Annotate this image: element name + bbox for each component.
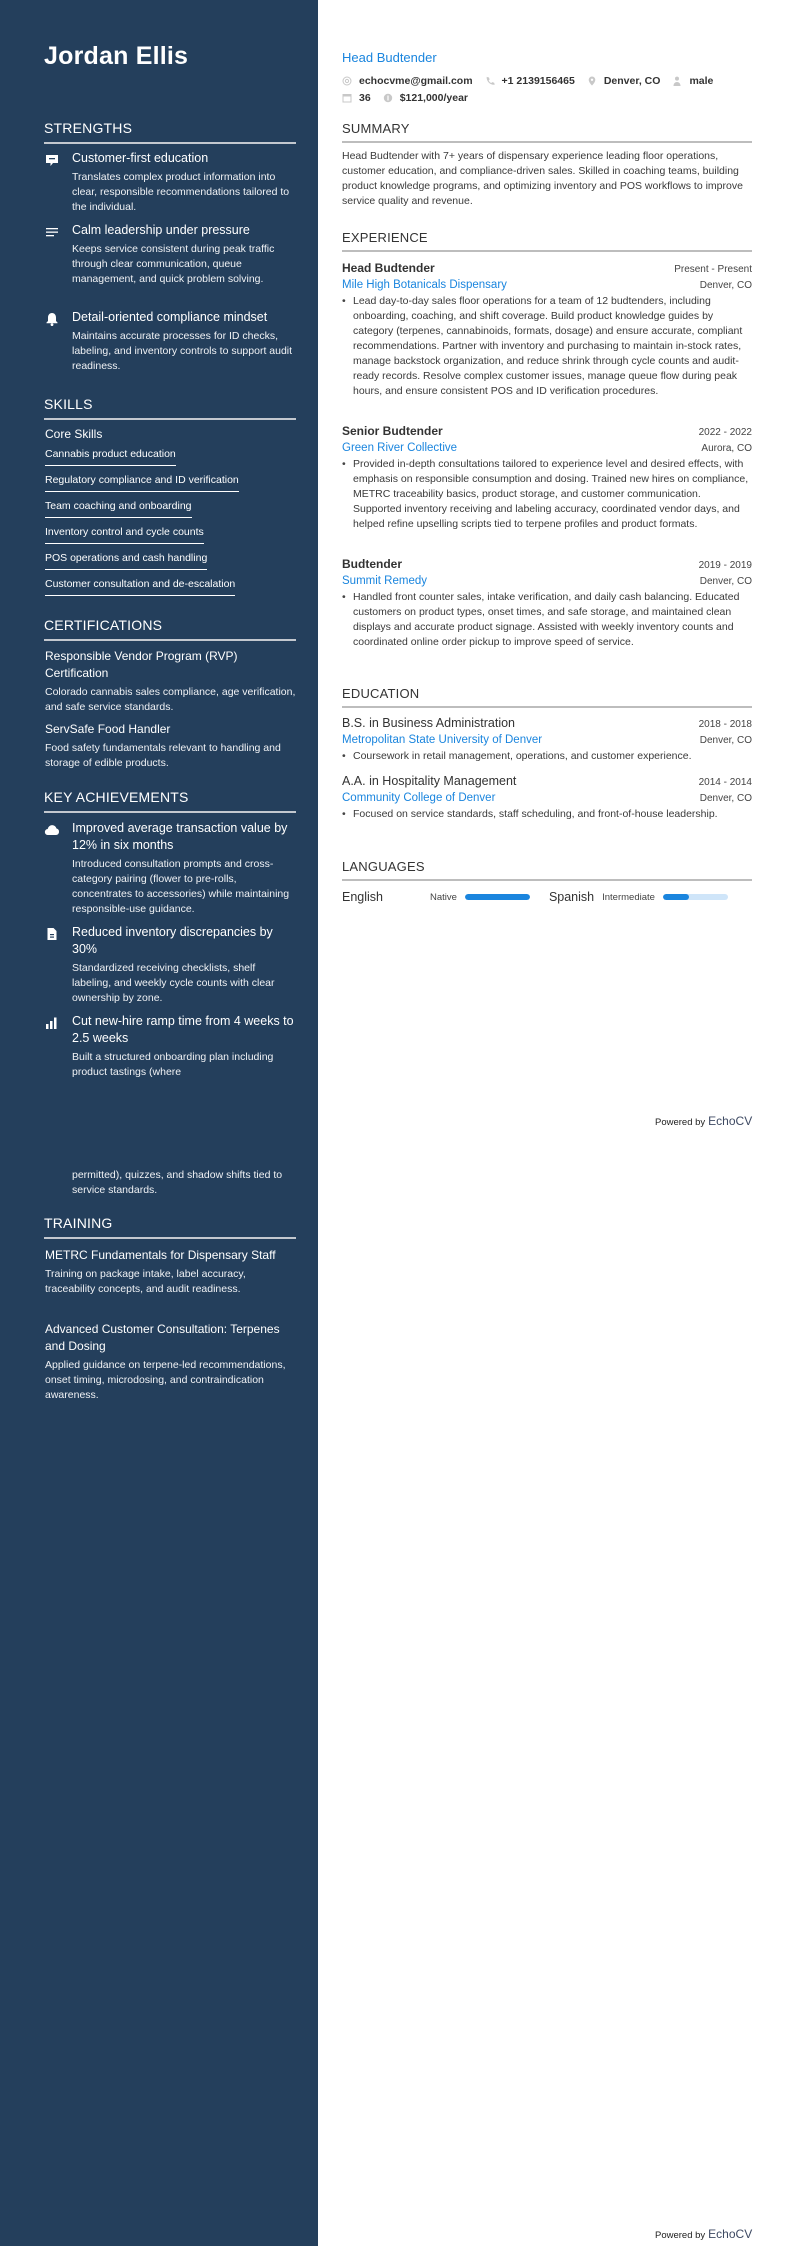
strength-title: Detail-oriented compliance mindset	[72, 310, 268, 324]
education-school: Community College of Denver	[342, 792, 496, 804]
phone-text: +1 2139156465	[501, 74, 575, 87]
training-desc: Training on package intake, label accuracy, traceability concepts, and audit readiness.	[45, 1268, 246, 1295]
achievement-item	[44, 924, 296, 1006]
experience-title: Budtender	[342, 557, 402, 571]
cloud-icon	[44, 822, 60, 838]
sidebar	[0, 0, 318, 2246]
language-level: Native	[430, 891, 457, 903]
chat-bubble-icon	[44, 152, 60, 168]
education-degree: B.S. in Business Administration	[342, 716, 515, 730]
education-degree: A.A. in Hospitality Management	[342, 774, 517, 788]
education-bullet: • Focused on service standards, staff scheduling, and front-of-house leadership.	[342, 807, 752, 822]
email-text: echocvme@gmail.com	[359, 74, 473, 87]
experience-company: Green River Collective	[342, 442, 458, 454]
powered-by-label: Powered by	[655, 1117, 706, 1128]
skills-heading: SKILLS	[44, 396, 296, 420]
bar-chart-icon	[44, 1015, 60, 1031]
experience-company: Mile High Botanicals Dispensary	[342, 279, 507, 291]
at-sign-icon	[342, 76, 352, 86]
money-icon	[383, 93, 393, 103]
certification-desc: Colorado cannabis sales compliance, age verification, and safe service standards.	[45, 686, 296, 713]
experience-bullet: • Handled front counter sales, intake verification, and daily cash balancing. Educated customers on product types, onset times, and safe storage, and maintained clean displays and accurate product signage. Assisted with weekly inventory counts and coordinated online order pickup to improve speed of service.	[342, 590, 752, 650]
certification-item	[45, 648, 297, 715]
experience-dates: Present - Present	[674, 264, 752, 275]
language-name: Spanish	[548, 890, 595, 904]
strength-desc: Translates complex product information into clear, responsible recommendations tailored to the individual.	[72, 171, 290, 213]
skill-item: POS operations and cash handling	[45, 552, 207, 570]
certification-desc: Food safety fundamentals relevant to handling and storage of edible products.	[45, 742, 281, 769]
experience-dates: 2019 - 2019	[698, 560, 752, 571]
strength-item	[44, 309, 296, 374]
education-bullet: • Coursework in retail management, operations, and customer experience.	[342, 749, 752, 764]
experience-entry	[342, 261, 752, 399]
experience-company: Summit Remedy	[342, 575, 427, 587]
document-icon	[44, 926, 60, 942]
training-item	[45, 1247, 297, 1297]
powered-by-label: Powered by	[655, 2230, 706, 2241]
powered-by-footer	[655, 1114, 752, 1128]
experience-dates: 2022 - 2022	[698, 427, 752, 438]
language-proficiency-bar	[465, 894, 530, 900]
brand-link[interactable]: EchoCV	[708, 1114, 753, 1128]
training-heading: TRAINING	[44, 1215, 296, 1239]
experience-heading: EXPERIENCE	[342, 230, 752, 252]
achievement-desc-continued	[44, 1168, 296, 1198]
skills-subheading: Core Skills	[45, 427, 103, 441]
location-pin-icon	[587, 76, 597, 86]
candidate-name: Jordan Ellis	[44, 42, 189, 70]
contact-location	[587, 75, 661, 87]
strength-title: Customer-first education	[72, 151, 209, 165]
language-name: English	[342, 890, 383, 904]
strength-item	[44, 222, 296, 287]
strength-desc: Maintains accurate processes for ID checks, labeling, and inventory controls to support audit readiness.	[72, 330, 293, 372]
experience-location: Aurora, CO	[701, 443, 752, 454]
languages-list	[342, 890, 752, 904]
certification-title: ServSafe Food Handler	[45, 722, 171, 736]
powered-by-footer	[655, 2227, 752, 2241]
experience-location: Denver, CO	[699, 576, 752, 587]
certifications-heading: CERTIFICATIONS	[44, 617, 296, 641]
strength-title: Calm leadership under pressure	[72, 223, 250, 237]
education-heading: EDUCATION	[342, 686, 752, 708]
contact-phone[interactable]	[485, 75, 575, 87]
training-desc: Applied guidance on terpene-led recommendations, onset timing, microdosing, and contraindication awareness.	[45, 1359, 286, 1401]
language-proficiency-bar	[663, 894, 728, 900]
person-icon	[672, 76, 682, 86]
strength-item	[44, 150, 296, 215]
language-item	[342, 890, 530, 904]
bell-icon	[44, 311, 60, 327]
brand-link[interactable]: EchoCV	[708, 2227, 753, 2241]
skill-item: Cannabis product education	[45, 448, 176, 466]
summary-text: Head Budtender with 7+ years of dispensary experience leading floor operations, customer education, and compliance-driven sales. Skilled in coaching teams, building product knowledge programs, and optimizing inventory and POS workflows to improve service quality and revenue.	[342, 150, 743, 207]
contact-age	[342, 92, 371, 104]
achievement-desc-part2: permitted), quizzes, and shadow shifts tied to service standards.	[72, 1169, 283, 1196]
achievement-item	[44, 1013, 296, 1080]
skill-item: Inventory control and cycle counts	[45, 526, 204, 544]
age-text: 36	[359, 91, 371, 104]
contact-salary	[383, 92, 468, 104]
language-item	[549, 890, 728, 904]
education-school: Metropolitan State University of Denver	[342, 734, 543, 746]
skill-item: Customer consultation and de-escalation	[45, 578, 235, 596]
certification-title: Responsible Vendor Program (RVP) Certification	[45, 649, 238, 680]
achievement-item	[44, 820, 296, 917]
location-text: Denver, CO	[603, 74, 661, 87]
salary-text: $121,000/year	[399, 91, 469, 104]
contact-email[interactable]	[342, 75, 473, 87]
gender-text: male	[689, 74, 714, 87]
experience-title: Head Budtender	[342, 261, 435, 275]
education-location: Denver, CO	[699, 793, 752, 804]
achievement-title: Reduced inventory discrepancies by 30%	[72, 925, 273, 956]
job-title: Head Budtender	[342, 50, 437, 65]
strength-desc: Keeps service consistent during peak traffic through clear communication, queue management, and quick problem solving.	[72, 243, 275, 285]
languages-heading: LANGUAGES	[342, 859, 752, 881]
strengths-heading: STRENGTHS	[44, 120, 296, 144]
education-entry	[342, 716, 752, 764]
experience-bullet: • Provided in-depth consultations tailored to experience level and desired effects, with emphasis on responsible consumption and dosing. Trained new hires on compliance, METRC traceability basics, product storage, and customer communication. Supported inventory receiving and labeling accuracy, coordinated vendor days, and helped refine upselling scripts tied to terpene profiles and product formats.	[342, 457, 752, 532]
achievement-desc-part1: Built a structured onboarding plan including product tastings (where	[72, 1051, 274, 1078]
training-item	[45, 1321, 297, 1403]
language-level: Intermediate	[602, 891, 655, 903]
achievements-heading: KEY ACHIEVEMENTS	[44, 789, 296, 813]
achievement-title: Cut new-hire ramp time from 4 weeks to 2.5 weeks	[72, 1014, 294, 1045]
experience-entry	[342, 557, 752, 650]
achievement-desc: Standardized receiving checklists, shelf labeling, and weekly cycle counts with clear ownership by zone.	[72, 962, 275, 1004]
achievement-title: Improved average transaction value by 12% in six months	[72, 821, 288, 852]
language-proficiency-fill	[663, 894, 689, 900]
training-title: METRC Fundamentals for Dispensary Staff	[45, 1248, 276, 1262]
contact-info	[342, 72, 782, 106]
contact-gender	[672, 75, 713, 87]
experience-title: Senior Budtender	[342, 424, 443, 438]
experience-location: Denver, CO	[699, 280, 752, 291]
summary-heading: SUMMARY	[342, 121, 752, 143]
experience-entry	[342, 424, 752, 532]
skill-item: Team coaching and onboarding	[45, 500, 192, 518]
language-proficiency-fill	[465, 894, 530, 900]
education-entry	[342, 774, 752, 822]
education-dates: 2014 - 2014	[698, 777, 752, 788]
education-location: Denver, CO	[699, 735, 752, 746]
education-dates: 2018 - 2018	[698, 719, 752, 730]
calendar-icon	[342, 93, 352, 103]
experience-bullet: • Lead day-to-day sales floor operations for a team of 12 budtenders, including onboarding, coaching, and shift coverage. Build product knowledge guides by category (terpenes, cannabinoids, formats, dosage) and ensure accurate, compliant recommendations. Partner with inventory and purchasing to maintain in-stock rates, manage backstock organization, and reduce shrink through cycle counts and audit-ready records. Resolve complex customer issues, manage queue flow during peak hours, and ensure consistent POS and ID verification procedures.	[342, 294, 752, 399]
achievement-desc: Introduced consultation prompts and cross-category pairing (flower to pre-rolls, concentrates to accessories) while maintaining responsible-use guidance.	[72, 858, 290, 915]
lines-icon	[44, 224, 60, 240]
skill-item: Regulatory compliance and ID verification	[45, 474, 239, 492]
certification-item	[45, 721, 297, 771]
training-title: Advanced Customer Consultation: Terpenes and Dosing	[45, 1322, 280, 1353]
phone-icon	[485, 76, 495, 86]
